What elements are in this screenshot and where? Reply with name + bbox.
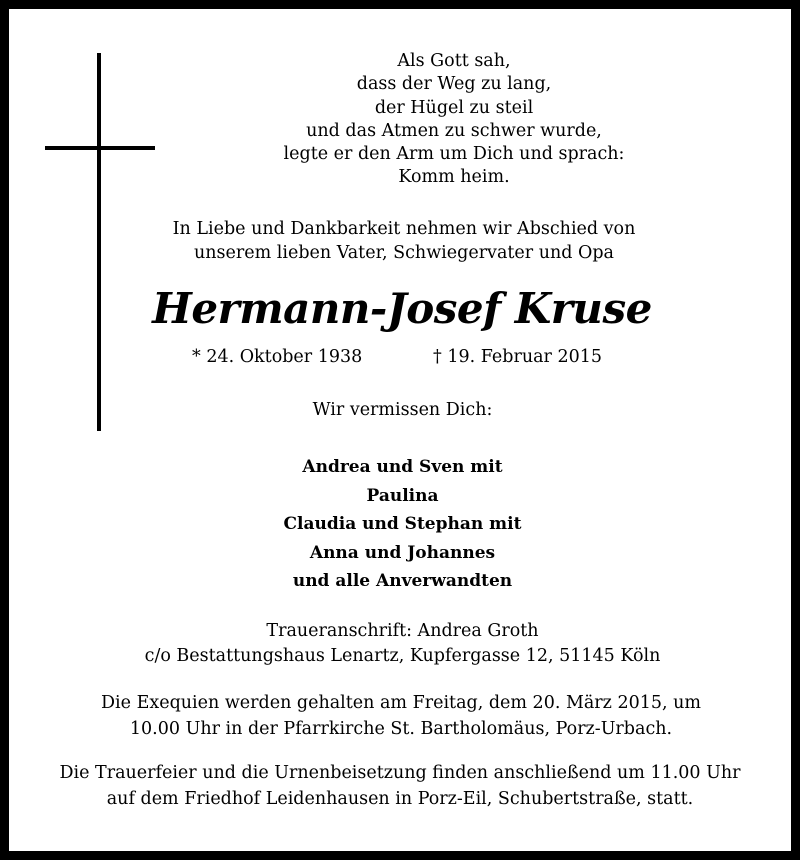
miss-text: Wir vermissen Dich:: [312, 400, 493, 420]
deceased-name: [0, 283, 800, 335]
miss-statement: [0, 398, 800, 422]
intro-line: unserem lieben Vater, Schwiegervater und Opa: [194, 243, 614, 263]
mourning-address: [0, 619, 800, 669]
poem-line: Als Gott sah,: [397, 51, 511, 71]
family-line: Anna und Johannes: [309, 542, 496, 563]
address-line: Traueranschrift: Andrea Groth: [266, 621, 539, 641]
poem-line: legte er den Arm um Dich und sprach:: [283, 144, 625, 165]
poem: [0, 50, 800, 190]
address-line: c/o Bestattungshaus Lenartz, Kupfergasse 12, 51145 Köln: [144, 646, 661, 666]
family-line: Claudia und Stephan mit: [283, 514, 522, 535]
ceremony-line: Die Trauerfeier und die Urnenbeisetzung finden anschließend um 11.00 Uhr: [59, 763, 741, 783]
intro-line: In Liebe und Dankbarkeit nehmen wir Abschied von: [172, 219, 636, 239]
deceased-name-text: Hermann-Josef Kruse: [152, 284, 652, 333]
service-info: [0, 690, 800, 742]
family-line: Paulina: [366, 485, 439, 506]
birth-date: * 24. Oktober 1938: [192, 347, 363, 367]
family-line: und alle Anverwandten: [292, 571, 513, 592]
service-line: 10.00 Uhr in der Pfarrkirche St. Bartholomäus, Porz-Urbach.: [129, 719, 673, 739]
service-line: Die Exequien werden gehalten am Freitag, dem 20. März 2015, um: [101, 693, 701, 713]
poem-line: dass der Weg zu lang,: [356, 74, 552, 95]
poem-line: der Hügel zu steil: [374, 97, 534, 118]
family-list: [0, 453, 800, 596]
family-line: Andrea und Sven mit: [302, 457, 503, 477]
farewell-intro: [0, 217, 800, 265]
poem-line: Komm heim.: [398, 167, 510, 188]
ceremony-line: auf dem Friedhof Leidenhausen in Porz-Eil, Schubertstraße, statt.: [106, 789, 694, 809]
ceremony-info: [0, 760, 800, 812]
poem-line: und das Atmen zu schwer wurde,: [306, 120, 602, 141]
death-date: † 19. Februar 2015: [433, 347, 602, 367]
